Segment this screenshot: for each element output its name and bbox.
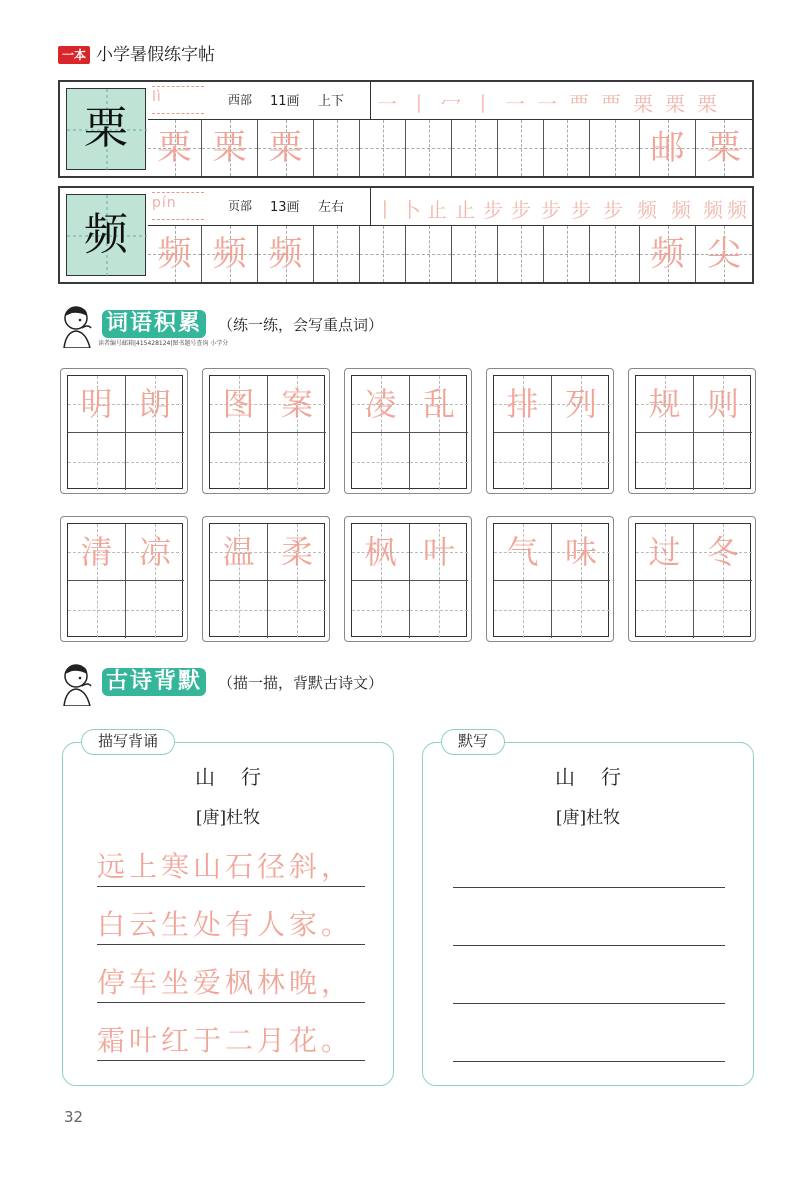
stroke-step: 栗: [697, 92, 717, 116]
word-trace-cell[interactable]: [126, 524, 184, 581]
stroke-step: 栗: [633, 92, 653, 116]
stroke-step: 频: [671, 198, 691, 222]
word-trace-cell[interactable]: [410, 524, 468, 581]
word-grid: [209, 523, 325, 637]
trace-character: 频: [157, 234, 192, 274]
section-subtitle: （练一练，会写重点词）: [218, 316, 384, 334]
model-character-box: [66, 88, 146, 170]
page-number: 32: [64, 1108, 84, 1126]
word-trace-cell[interactable]: [636, 524, 694, 581]
trace-character: 明: [80, 385, 113, 423]
word-card: [60, 516, 188, 642]
pinyin-box: [152, 86, 204, 114]
poem-title: 山行: [555, 765, 647, 789]
word-trace-cell[interactable]: [68, 376, 126, 433]
word-trace-cell[interactable]: [210, 524, 268, 581]
stroke-step: 丨: [409, 92, 429, 116]
writing-cell[interactable]: [314, 226, 360, 282]
word-card: [202, 516, 330, 642]
book-title: 小学暑假练字帖: [96, 45, 215, 65]
writing-cell[interactable]: [406, 226, 452, 282]
word-trace-cell[interactable]: [68, 524, 126, 581]
trace-character: 频: [650, 234, 685, 274]
trace-character: 邮: [650, 128, 685, 168]
writing-cell[interactable]: [202, 226, 258, 282]
writing-cell[interactable]: [696, 226, 752, 282]
trace-recite-panel: [62, 732, 394, 1086]
structure: 左右: [318, 200, 345, 215]
trace-character: 案: [280, 385, 313, 423]
word-writing-cell[interactable]: [694, 581, 752, 638]
page-header: [58, 44, 758, 70]
trace-character: 气: [506, 533, 539, 571]
word-writing-cell[interactable]: [636, 433, 694, 490]
char-practice-row: [58, 80, 754, 178]
stroke-step: 止: [455, 198, 475, 222]
word-trace-cell[interactable]: [494, 524, 552, 581]
word-grid: [209, 375, 325, 489]
word-writing-cell[interactable]: [268, 581, 326, 638]
section-title: 古诗背默: [102, 668, 206, 696]
writing-cell[interactable]: [452, 120, 498, 176]
structure: 上下: [318, 94, 345, 109]
pinyin: lì: [152, 89, 162, 105]
writing-cell[interactable]: [498, 120, 544, 176]
word-card: [202, 368, 330, 494]
char-info-bar: [148, 82, 752, 120]
writing-cell[interactable]: [640, 120, 696, 176]
word-trace-cell[interactable]: [268, 376, 326, 433]
writing-cell[interactable]: [314, 120, 360, 176]
stroke-step: 频: [727, 198, 747, 222]
trace-character: 尖: [707, 234, 741, 274]
word-card: [344, 516, 472, 642]
trace-character: 频: [212, 234, 247, 274]
trace-character: 列: [564, 385, 597, 423]
trace-character: 枫: [364, 533, 397, 571]
word-writing-cell[interactable]: [410, 433, 468, 490]
writing-cell[interactable]: [640, 226, 696, 282]
brand-logo: 一本: [58, 46, 90, 64]
stroke-step: 冖: [441, 92, 461, 116]
poem-trace-line: 白云生处有人家。: [97, 905, 365, 945]
pinyin-box: [152, 192, 204, 220]
word-writing-cell[interactable]: [552, 433, 610, 490]
stroke-step: 丨: [473, 92, 493, 116]
model-character: 栗: [84, 103, 128, 154]
word-trace-cell[interactable]: [636, 376, 694, 433]
stroke-step: 覀: [569, 92, 589, 116]
stroke-step: 步: [571, 198, 591, 222]
word-writing-cell[interactable]: [694, 433, 752, 490]
writing-cell[interactable]: [696, 120, 752, 176]
stroke-step: 覀: [601, 92, 621, 116]
stroke-step: 一: [377, 92, 397, 116]
section-title: 词语积累: [102, 310, 206, 338]
stroke-step: 一: [505, 92, 525, 116]
writing-cell[interactable]: [590, 226, 640, 282]
section-subtitle: （描一描，背默古诗文）: [218, 674, 384, 692]
trace-character: 栗: [268, 128, 303, 168]
trace-character: 栗: [212, 128, 247, 168]
stroke-step: 止: [427, 198, 447, 222]
word-card: [344, 368, 472, 494]
word-writing-cell[interactable]: [494, 581, 552, 638]
student-icon: [58, 304, 98, 348]
stroke-step: 频: [703, 198, 723, 222]
poem-section-heading: [58, 662, 458, 706]
writing-cell[interactable]: [148, 226, 202, 282]
word-writing-cell[interactable]: [126, 433, 184, 490]
trace-character: 凌: [364, 385, 397, 423]
word-trace-cell[interactable]: [552, 376, 610, 433]
trace-character: 朗: [138, 385, 171, 423]
writing-line[interactable]: [453, 945, 725, 946]
word-writing-cell[interactable]: [352, 433, 410, 490]
word-trace-cell[interactable]: [210, 376, 268, 433]
writing-line[interactable]: [453, 1003, 725, 1004]
writing-cell[interactable]: [406, 120, 452, 176]
word-card: [486, 516, 614, 642]
word-card: [486, 368, 614, 494]
trace-character: 温: [222, 533, 255, 571]
word-trace-cell[interactable]: [694, 524, 752, 581]
word-grid: [67, 523, 183, 637]
writing-grid: [148, 120, 752, 176]
panel-tab: 描写背诵: [81, 729, 175, 755]
writing-cell[interactable]: [258, 120, 314, 176]
writing-line[interactable]: [453, 1061, 725, 1062]
stroke-order: [370, 82, 752, 120]
writing-cell[interactable]: [360, 226, 406, 282]
poem-author: [唐]杜牧: [195, 808, 261, 828]
stroke-step: 丨: [375, 198, 395, 222]
trace-character: 栗: [157, 128, 192, 168]
word-writing-cell[interactable]: [126, 581, 184, 638]
word-card: [628, 516, 756, 642]
trace-character: 则: [706, 385, 739, 423]
poem-trace-line: 停车坐爱枫林晚，: [97, 963, 365, 1003]
word-writing-cell[interactable]: [210, 433, 268, 490]
trace-character: 过: [648, 533, 681, 571]
word-writing-cell[interactable]: [210, 581, 268, 638]
radical: 西部: [228, 93, 253, 107]
trace-character: 频: [268, 234, 303, 274]
radical: 页部: [228, 199, 253, 213]
word-trace-cell[interactable]: [126, 376, 184, 433]
fine-print: 读者编号邮箱|415428124|图书题号查询 小学分: [98, 340, 229, 347]
model-character: 频: [84, 209, 128, 260]
char-practice-row: [58, 186, 754, 284]
stroke-order: [370, 188, 752, 226]
stroke-step: 栗: [665, 92, 685, 116]
writing-cell[interactable]: [258, 226, 314, 282]
word-writing-cell[interactable]: [552, 581, 610, 638]
writing-cell[interactable]: [544, 120, 590, 176]
word-trace-cell[interactable]: [494, 376, 552, 433]
word-trace-cell[interactable]: [410, 376, 468, 433]
writing-cell[interactable]: [360, 120, 406, 176]
word-grid: [351, 523, 467, 637]
trace-character: 图: [222, 385, 255, 423]
vocab-section-heading: [58, 304, 458, 348]
trace-character: 规: [648, 385, 681, 423]
word-trace-cell[interactable]: [552, 524, 610, 581]
trace-character: 柔: [280, 533, 313, 571]
poem-trace-line: 远上寒山石径斜，: [97, 847, 365, 887]
word-grid: [635, 523, 751, 637]
trace-character: 排: [506, 385, 539, 423]
word-writing-cell[interactable]: [68, 581, 126, 638]
trace-character: 清: [80, 533, 113, 571]
writing-line[interactable]: [453, 887, 725, 888]
trace-character: 味: [564, 533, 597, 571]
writing-cell[interactable]: [452, 226, 498, 282]
word-trace-cell[interactable]: [694, 376, 752, 433]
trace-character: 冬: [706, 533, 739, 571]
writing-cell[interactable]: [202, 120, 258, 176]
word-writing-cell[interactable]: [68, 433, 126, 490]
student-icon: [58, 662, 98, 706]
stroke-step: 频: [637, 198, 657, 222]
poem-title: 山行: [195, 765, 287, 789]
stroke-step: 步: [541, 198, 561, 222]
stroke-count: 11画: [270, 94, 300, 109]
model-character-box: [66, 194, 146, 276]
dictation-panel: [422, 732, 754, 1086]
stroke-step: 一: [537, 92, 557, 116]
word-trace-cell[interactable]: [352, 524, 410, 581]
writing-cell[interactable]: [148, 120, 202, 176]
writing-cell[interactable]: [498, 226, 544, 282]
word-writing-cell[interactable]: [268, 433, 326, 490]
trace-character: 凉: [138, 533, 171, 571]
word-trace-cell[interactable]: [268, 524, 326, 581]
writing-cell[interactable]: [590, 120, 640, 176]
poem-trace-line: 霜叶红于二月花。: [97, 1021, 365, 1061]
trace-character: 乱: [422, 385, 455, 423]
pinyin: pín: [152, 195, 177, 211]
trace-character: 栗: [707, 128, 741, 168]
word-card: [60, 368, 188, 494]
stroke-step: 步: [483, 198, 503, 222]
word-writing-cell[interactable]: [636, 581, 694, 638]
word-grid: [635, 375, 751, 489]
stroke-step: 步: [511, 198, 531, 222]
word-grid: [493, 375, 609, 489]
stroke-step: 卜: [401, 198, 421, 222]
word-writing-cell[interactable]: [352, 581, 410, 638]
word-grid: [67, 375, 183, 489]
word-grid: [351, 375, 467, 489]
word-card: [628, 368, 756, 494]
word-grid: [493, 523, 609, 637]
stroke-step: 步: [603, 198, 623, 222]
char-info-bar: [148, 188, 752, 226]
stroke-count: 13画: [270, 200, 300, 215]
panel-tab: 默写: [441, 729, 505, 755]
word-writing-cell[interactable]: [410, 581, 468, 638]
word-writing-cell[interactable]: [494, 433, 552, 490]
word-trace-cell[interactable]: [352, 376, 410, 433]
trace-character: 叶: [422, 533, 455, 571]
writing-cell[interactable]: [544, 226, 590, 282]
poem-author: [唐]杜牧: [555, 808, 621, 828]
writing-grid: [148, 226, 752, 282]
